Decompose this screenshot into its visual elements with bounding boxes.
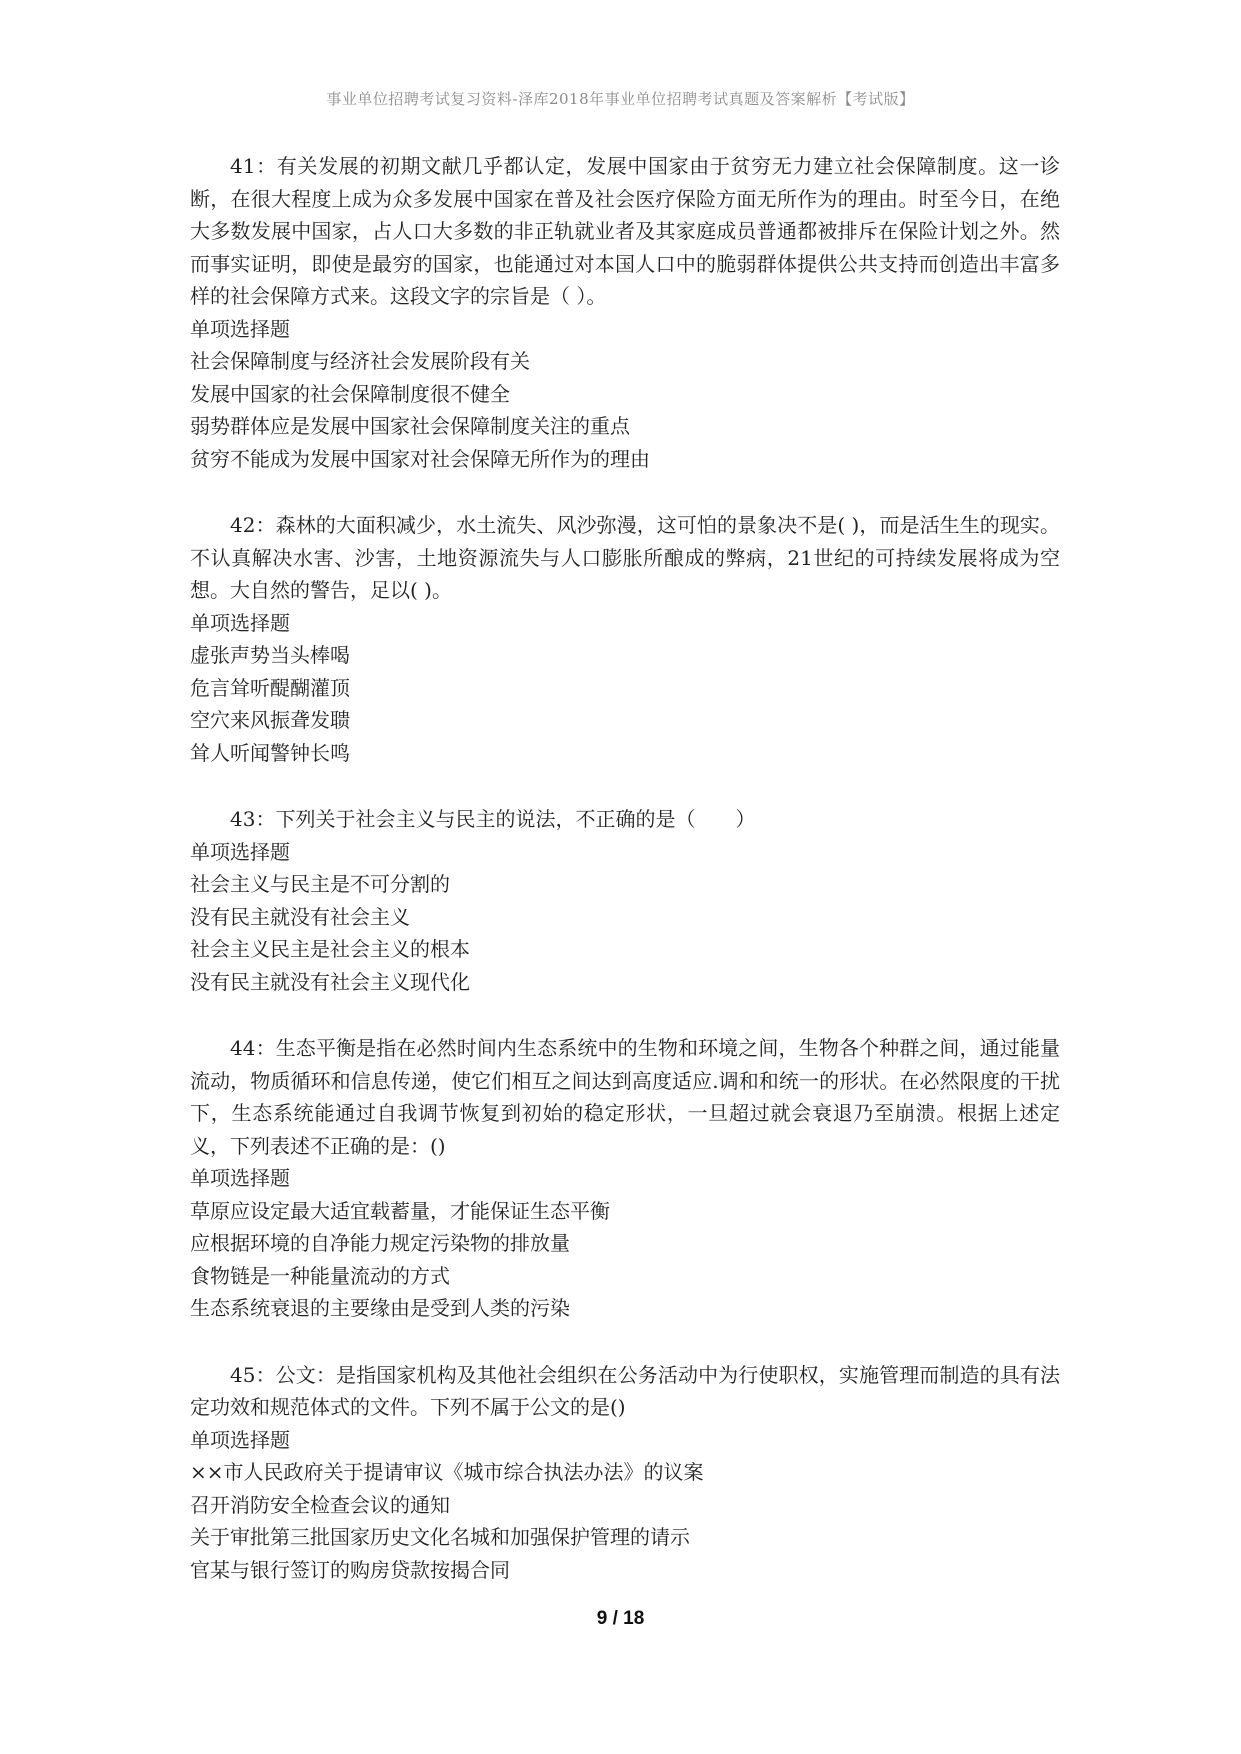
answer-option: 社会主义民主是社会主义的根本 (190, 937, 470, 961)
question-type: 单项选择题 (190, 1166, 290, 1190)
answer-option: 召开消防安全检查会议的通知 (190, 1492, 450, 1517)
answer-option: 发展中国家的社会保障制度很不健全 (190, 381, 510, 406)
answer-option: 草原应设定最大适宜载蓄量，才能保证生态平衡 (190, 1198, 610, 1223)
question-43 (190, 803, 1060, 998)
answer-option: 应根据环境的自净能力规定污染物的排放量 (190, 1231, 570, 1255)
answer-option: 空穴来风振聋发聩 (190, 708, 350, 732)
page-header: 事业单位招聘考试复习资料-泽库2018年事业单位招聘考试真题及答案解析【考试版】 (326, 90, 915, 108)
question-type: 单项选择题 (190, 610, 290, 635)
answer-option: 没有民主就没有社会主义 (190, 904, 410, 929)
question-stem: 45：公文：是指国家机构及其他社会组织在公务活动中为行使职权，实施管理而制造的具有法定功效和规范体式的文件。下列不属于公文的是() (190, 1362, 1060, 1419)
answer-option: 社会主义与民主是不可分割的 (190, 872, 450, 896)
question-stem: 43：下列关于社会主义与民主的说法，不正确的是（ ） (230, 807, 756, 831)
question-45 (190, 1359, 1060, 1587)
question-stem: 42：森林的大面积减少，水土流失、风沙弥漫，这可怕的景象决不是( )，而是活生生的现实。不认真解决水害、沙害，土地资源流失与人口膨胀所酿成的弊病，21世纪的可持续发展将成为空想。大自然的警告，足以( )。 (190, 513, 1060, 602)
question-44 (190, 1032, 1060, 1325)
answer-option: ××市人民政府关于提请审议《城市综合执法办法》的议案 (190, 1460, 704, 1484)
answer-option: 社会保障制度与经济社会发展阶段有关 (190, 349, 530, 373)
page-number: 9 / 18 (596, 1608, 645, 1629)
answer-option: 耸人听闻警钟长鸣 (190, 740, 350, 765)
answer-option: 弱势群体应是发展中国家社会保障制度关注的重点 (190, 414, 630, 438)
answer-option: 贫穷不能成为发展中国家对社会保障无所作为的理由 (190, 446, 650, 471)
answer-option: 没有民主就没有社会主义现代化 (190, 969, 470, 994)
answer-option: 关于审批第三批国家历史文化名城和加强保护管理的请示 (190, 1525, 690, 1549)
answer-option: 食物链是一种能量流动的方式 (190, 1263, 450, 1288)
question-41 (190, 150, 1060, 475)
answer-option: 危言耸听醍醐灌顶 (190, 675, 350, 700)
question-stem: 41：有关发展的初期文献几乎都认定，发展中国家由于贫穷无力建立社会保障制度。这一诊断，在很大程度上成为众多发展中国家在普及社会医疗保险方面无所作为的理由。时至今日，在绝大多数发展中国家，占人口大多数的非正轨就业者及其家庭成员普通都被排斥在保险计划之外。然而事实证明，即使是最穷的国家，也能通过对本国人口中的脆弱群体提供公共支持而创造出丰富多样的社会保障方式来。这段文字的宗旨是（ ）。 (190, 154, 1060, 308)
document-body (190, 150, 1060, 1620)
answer-option: 虚张声势当头棒喝 (190, 643, 350, 667)
question-stem: 44：生态平衡是指在必然时间内生态系统中的生物和环境之间，生物各个种群之间，通过能量流动，物质循环和信息传递，使它们相互之间达到高度适应.调和和统一的形状。在必然限度的干扰下，生态系统能通过自我调节恢复到初始的稳定形状，一旦超过就会衰退乃至崩溃。根据上述定义，下列表述不正确的是：() (190, 1036, 1060, 1158)
question-type: 单项选择题 (190, 316, 290, 341)
question-42 (190, 509, 1060, 769)
question-type: 单项选择题 (190, 1427, 290, 1452)
answer-option: 生态系统衰退的主要缘由是受到人类的污染 (190, 1296, 570, 1320)
question-type: 单项选择题 (190, 839, 290, 864)
answer-option: 官某与银行签订的购房贷款按揭合同 (190, 1557, 510, 1582)
